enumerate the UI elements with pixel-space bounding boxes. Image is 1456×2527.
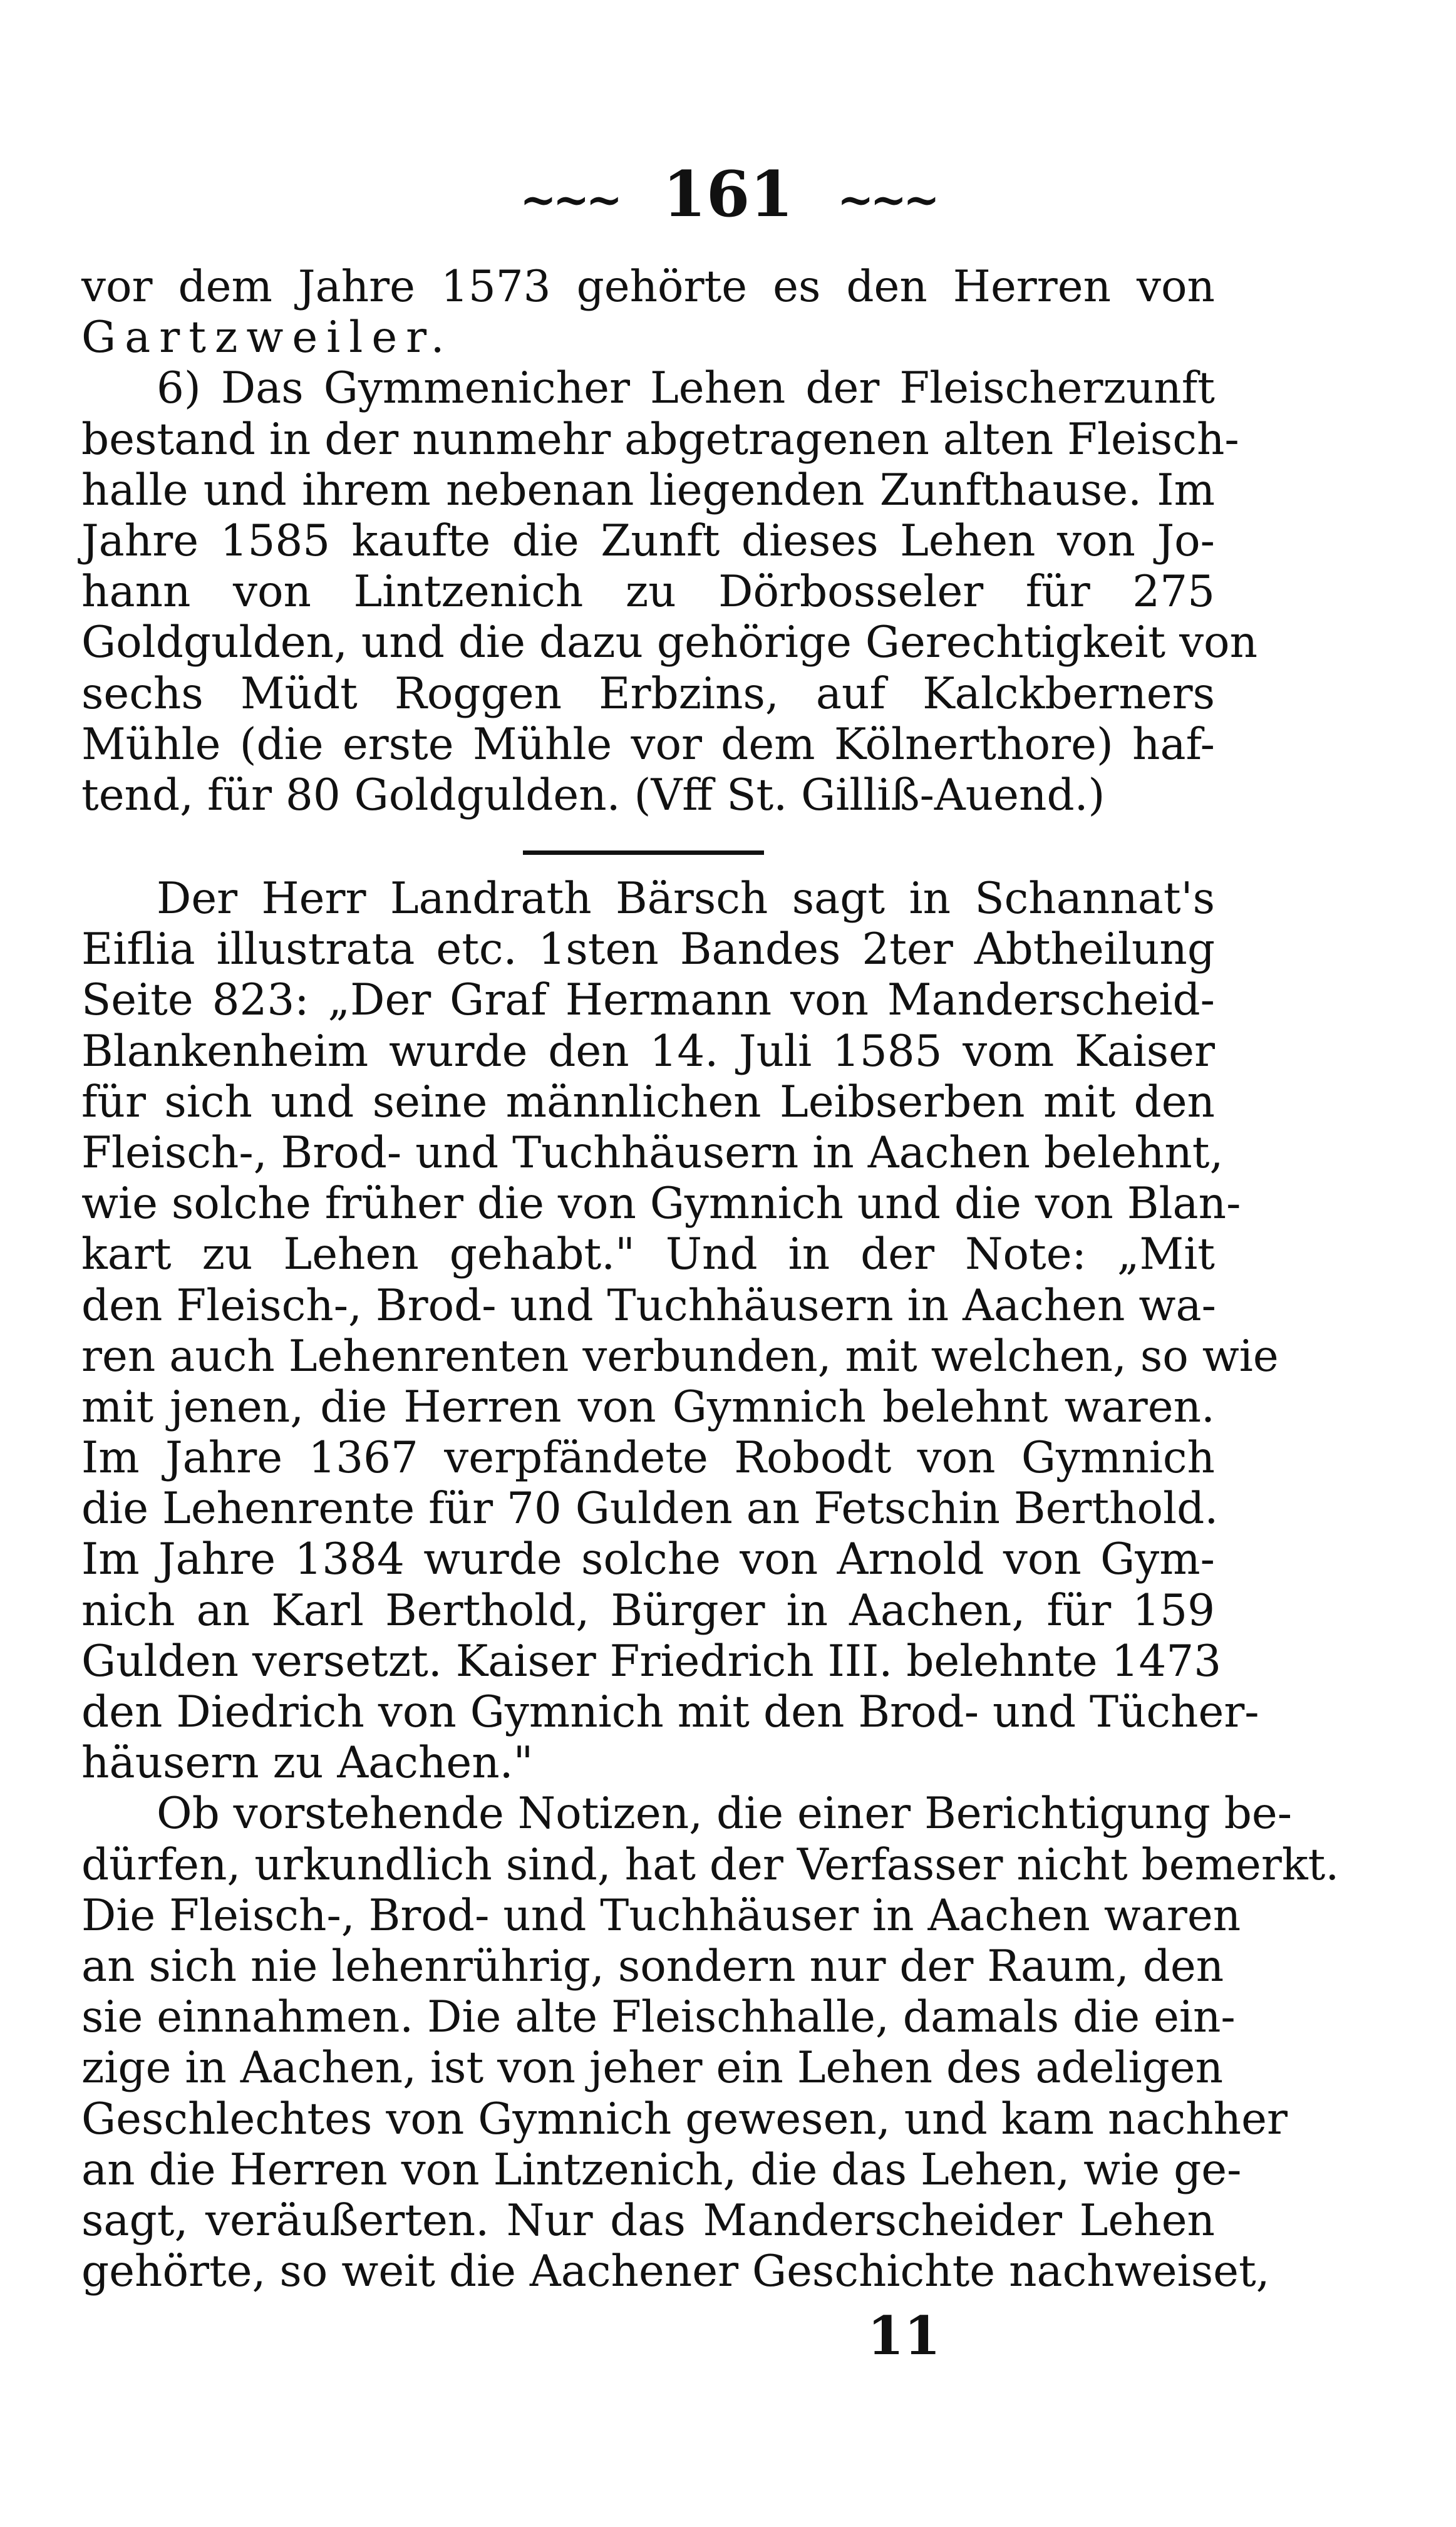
text-line: sagt, veräußerten. Nur das Manderscheider Lehen bbox=[81, 2195, 1215, 2246]
ornament-left: ~~~ bbox=[520, 173, 619, 226]
text-line: Im Jahre 1367 verpfändete Robodt von Gymnich bbox=[81, 1433, 1215, 1484]
text-line: Der Herr Landrath Bärsch sagt in Schannat's bbox=[157, 874, 1215, 924]
ornament-right: ~~~ bbox=[837, 173, 936, 226]
text-line: vor dem Jahre 1573 gehörte es den Herren von bbox=[81, 262, 1215, 312]
text-line: Gulden versetzt. Kaiser Friedrich III. belehnte 1473 bbox=[81, 1636, 1222, 1687]
text-line: hann von Lintzenich zu Dörbosseler für 275 bbox=[81, 567, 1215, 618]
section-divider bbox=[523, 850, 764, 855]
text-line: Blankenheim wurde den 14. Juli 1585 vom Kaiser bbox=[81, 1026, 1215, 1077]
text-line: Goldgulden, und die dazu gehörige Gerechtigkeit von bbox=[81, 618, 1258, 668]
paragraph-block-2 bbox=[81, 874, 1340, 2297]
text-line: kart zu Lehen gehabt." Und in der Note: „Mit bbox=[81, 1229, 1215, 1280]
text-line: wie solche früher die von Gymnich und die von Blan- bbox=[81, 1179, 1241, 1229]
signature-mark: 11 bbox=[867, 2305, 941, 2367]
text-line: nich an Karl Berthold, Bürger in Aachen, für 159 bbox=[81, 1585, 1215, 1636]
text-line: häusern zu Aachen." bbox=[81, 1738, 534, 1789]
text-line: 6) Das Gymmenicher Lehen der Fleischerzunft bbox=[157, 363, 1215, 414]
text-line: tend, für 80 Goldgulden. (Vff St. Gilliß-Auend.) bbox=[81, 770, 1105, 820]
text-line: Im Jahre 1384 wurde solche von Arnold von Gym- bbox=[81, 1534, 1215, 1585]
text-line: bestand in der nunmehr abgetragenen alten Fleisch- bbox=[81, 414, 1239, 465]
text-line: sie einnahmen. Die alte Fleischhalle, damals die ein- bbox=[81, 1992, 1236, 2043]
text-line: Gartzweiler. bbox=[81, 313, 453, 363]
text-line: sechs Müdt Roggen Erbzins, auf Kalckberners bbox=[81, 668, 1215, 719]
text-line: Mühle (die erste Mühle vor dem Kölnerthore) haf- bbox=[81, 719, 1215, 770]
text-line: gehörte, so weit die Aachener Geschichte nachweiset, bbox=[81, 2246, 1270, 2297]
page-number: 161 bbox=[663, 157, 793, 231]
text-line: Eiflia illustrata etc. 1sten Bandes 2ter Abtheilung bbox=[81, 924, 1215, 975]
text-line: ren auch Lehenrenten verbunden, mit welchen, so wie bbox=[81, 1331, 1279, 1382]
paragraph-block-1 bbox=[81, 262, 1258, 821]
text-line: Ob vorstehende Notizen, die einer Berichtigung be- bbox=[157, 1789, 1293, 1839]
text-line: Jahre 1585 kaufte die Zunft dieses Lehen von Jo- bbox=[81, 515, 1215, 566]
text-line: Die Fleisch-, Brod- und Tuchhäuser in Aachen waren bbox=[81, 1890, 1241, 1941]
page-header bbox=[0, 157, 1456, 237]
text-line: an die Herren von Lintzenich, die das Lehen, wie ge- bbox=[81, 2144, 1242, 2195]
text-line: den Fleisch-, Brod- und Tuchhäusern in Aachen wa- bbox=[81, 1280, 1216, 1331]
text-line: die Lehenrente für 70 Gulden an Fetschin Berthold. bbox=[81, 1484, 1219, 1534]
text-line: an sich nie lehenrührig, sondern nur der Raum, den bbox=[81, 1941, 1224, 1992]
text-line: dürfen, urkundlich sind, hat der Verfasser nicht bemerkt. bbox=[81, 1839, 1340, 1890]
text-line: den Diedrich von Gymnich mit den Brod- und Tücher- bbox=[81, 1687, 1259, 1737]
text-line: Fleisch-, Brod- und Tuchhäusern in Aachen belehnt, bbox=[81, 1127, 1224, 1178]
text-line: zige in Aachen, ist von jeher ein Lehen des adeligen bbox=[81, 2043, 1224, 2094]
text-line: für sich und seine männlichen Leibserben mit den bbox=[81, 1077, 1215, 1127]
text-line: mit jenen, die Herren von Gymnich belehnt waren. bbox=[81, 1382, 1215, 1432]
text-line: Geschlechtes von Gymnich gewesen, und kam nachher bbox=[81, 2094, 1288, 2144]
text-line: Seite 823: „Der Graf Hermann von Manderscheid- bbox=[81, 975, 1215, 1026]
text-line: halle und ihrem nebenan liegenden Zunfthause. Im bbox=[81, 465, 1215, 515]
